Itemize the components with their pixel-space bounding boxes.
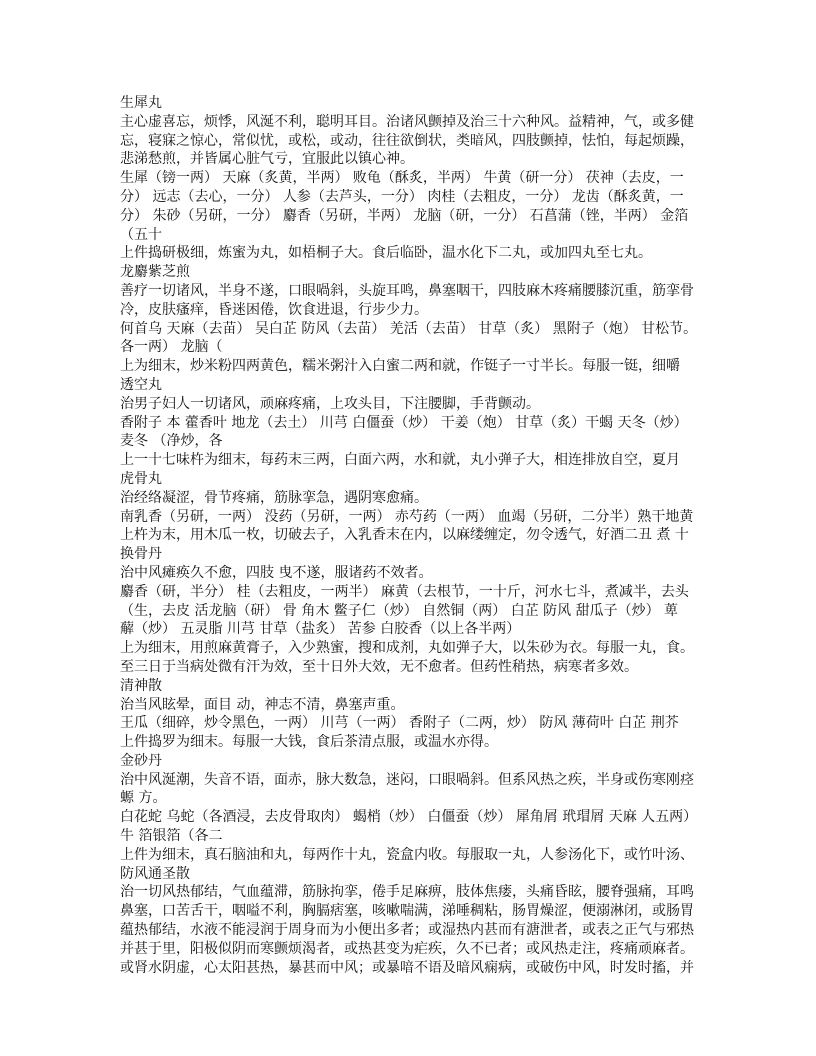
- text-line: 或肾水阴虚，心太阳甚热，暴甚而中风；或暴喑不语及暗风痫病，或破伤中风，时发时搐，并: [120, 959, 694, 976]
- text-line: 蕴热郁结，水液不能浸润于周身而为小便出多者；或湿热内甚而有溏泄者，或表之正气与邪热: [120, 922, 694, 939]
- text-line: 各一两） 龙脑（: [120, 339, 223, 356]
- text-line: 上件为细末，真石脑油和丸，每两作十丸，瓷盒内收。每服取一丸，人参汤化下，或竹叶汤、: [120, 846, 694, 863]
- text-line: 冷，皮肤瘙痒，昏迷困倦，饮食进退，行步少力。: [120, 301, 428, 318]
- text-line: 忘，寝寐之惊心，常似忧，或松，或动，往往欲倒状，类暗风，四肢颤掉，怯怕，每起烦躁，: [120, 132, 694, 149]
- text-line: 上杵为末，用木瓜一枚，切破去子，入乳香末在内，以麻缕缠定，勿令透气，好酒二丑 煮 十: [120, 527, 689, 544]
- text-line: 善疗一切诸风，半身不遂，口眼喎斜，头旋耳鸣，鼻塞咽干，四肢麻木疼痛腰膝沉重，筋挛骨: [120, 282, 694, 299]
- text-line: 悲涕愁煎，并皆属心脏气亏，宜服此以镇心神。: [120, 151, 414, 168]
- text-line: 治中风涎潮，失音不语，面赤，脉大数急，迷闷，口眼喎斜。但系风热之疾，半身或伤寒刚痉: [120, 771, 694, 788]
- formula-section: [120, 545, 710, 677]
- text-line: 牛 箔银箔（各二: [120, 828, 223, 845]
- text-line: 上为细末，炒米粉四两黄色，糯米粥汁入白蜜二两和就，作铤子一寸半长。每服一铤，细嚼: [120, 358, 680, 375]
- formula-title: 换骨丹: [120, 546, 162, 563]
- formula-title: 虎骨丸: [120, 470, 162, 487]
- text-line: 螈 方。: [120, 790, 167, 807]
- text-line: 分） 远志（去心，一分） 人参（去芦头，一分） 肉桂（去粗皮，一分） 龙齿（酥炙黄，一: [120, 188, 684, 205]
- formula-section: [120, 94, 710, 263]
- text-line: 麦冬 （净炒，各: [120, 433, 223, 450]
- text-line: 上一十七味杵为细末，每药末三两，白面六两，水和就，丸小弹子大，相连排放自空，夏月: [120, 452, 680, 469]
- text-line: 治男子妇人一切诸风，顽麻疼痛，上攻头目，下注腰脚，手背颤动。: [120, 395, 540, 412]
- text-line: 何首乌 天麻（去苗） 吴白芷 防风（去苗） 羌活（去苗） 甘草（炙） 黑附子（炮） 甘松节。: [120, 320, 698, 337]
- text-line: （五十: [120, 226, 162, 243]
- text-line: 麝香（研，半分） 桂（去粗皮，一两半） 麻黄（去根节，一十斤，河水七斗，煮减半，去头: [120, 583, 689, 600]
- formula-section: [120, 376, 710, 470]
- text-line: 上为细末，用煎麻黄膏子，入少熟蜜，搜和成剂，丸如弹子大，以朱砂为衣。每服一丸，食。: [120, 640, 694, 657]
- text-line: 治经络凝涩，骨节疼痛，筋脉挛急，遇阴寒愈痛。: [120, 489, 428, 506]
- formula-section: [120, 677, 710, 752]
- text-line: 上件捣罗为细末。每服一大钱，食后茶清点服，或温水亦得。: [120, 734, 498, 751]
- text-line: 上件捣研极细，炼蜜为丸，如梧桐子大。食后临卧，温水化下二丸，或加四丸至七丸。: [120, 245, 652, 262]
- text-line: 至三日于当病处微有汗为效，至十日外大效，无不愈者。但药性稍热，病寒者多效。: [120, 658, 638, 675]
- text-line: 并甚于里，阳极似阴而寒颤烦渴者，或热甚变为疟疾，久不已者；或风热走注，疼痛顽麻者。: [120, 940, 694, 957]
- formula-section: [120, 263, 710, 376]
- formula-section: [120, 865, 710, 978]
- formula-title: 龙麝紫芝煎: [120, 264, 190, 281]
- text-line: 治一切风热郁结，气血蕴滞，筋脉拘挛，倦手足麻痹，肢体焦瘘，头痛昏眩，腰脊强痛，耳鸣: [120, 884, 694, 901]
- formula-title: 防风通圣散: [120, 865, 190, 882]
- formula-section: [120, 470, 710, 545]
- text-line: 鼻塞，口苦舌干，咽嗌不利，胸膈痞塞，咳嗽喘满，涕唾稠粘，肠胃燥涩，便溺淋闭，或肠胃: [120, 903, 694, 920]
- formula-title: 生犀丸: [120, 95, 162, 111]
- text-line: 王瓜（细碎，炒令黑色，一两） 川芎（一两） 香附子（二两，炒） 防风 薄荷叶 白芷 荆芥: [120, 715, 679, 732]
- formula-title: 金砂丹: [120, 752, 162, 769]
- text-line: 治当风眩晕，面目 动，神志不清，鼻塞声重。: [120, 696, 405, 713]
- text-line: 治中风瘫痪久不愈，四肢 曳不遂，服诸药不效者。: [120, 564, 433, 581]
- text-line: 主心虚喜忘，烦悸，风涎不利，聪明耳目。治诸风颤掉及治三十六种风。益精神，气，或多健: [120, 113, 694, 130]
- text-line: 南乳香（另研，一两） 没药（另研，一两） 赤芍药（一两） 血竭（另研，二分半）熟干地黄: [120, 508, 694, 525]
- formula-title: 清神散: [120, 677, 162, 694]
- formula-title: 透空丸: [120, 376, 162, 393]
- text-line: （生，去皮 活龙脑（研） 骨 角木 鳖子仁（炒） 自然铜（两） 白芷 防风 甜瓜子（炒） 萆: [120, 602, 679, 619]
- text-line: 薢（炒） 五灵脂 川芎 甘草（盐炙） 苦参 白胶香（以上各半两）: [120, 621, 521, 638]
- text-line: 分） 朱砂（另研，一分） 麝香（另研，半两） 龙脑（研，一分） 石菖蒲（锉，半两） 金箔: [120, 207, 689, 224]
- text-line: 香附子 本 藿香叶 地龙（去土） 川芎 白僵蚕（炒） 干姜（炮） 甘草（炙）干蝎 天冬（炒）: [120, 414, 688, 431]
- text-line: 白花蛇 乌蛇（各酒浸，去皮骨取肉） 蝎梢（炒） 白僵蚕（炒） 犀角屑 玳瑁屑 天麻 人五两）: [120, 809, 698, 826]
- formula-section: [120, 752, 710, 865]
- text-line: 生犀（镑一两） 天麻（炙黄，半两） 败龟（酥炙，半两） 牛黄（研一分） 茯神（去皮，一: [120, 170, 684, 187]
- document-body: [120, 94, 710, 977]
